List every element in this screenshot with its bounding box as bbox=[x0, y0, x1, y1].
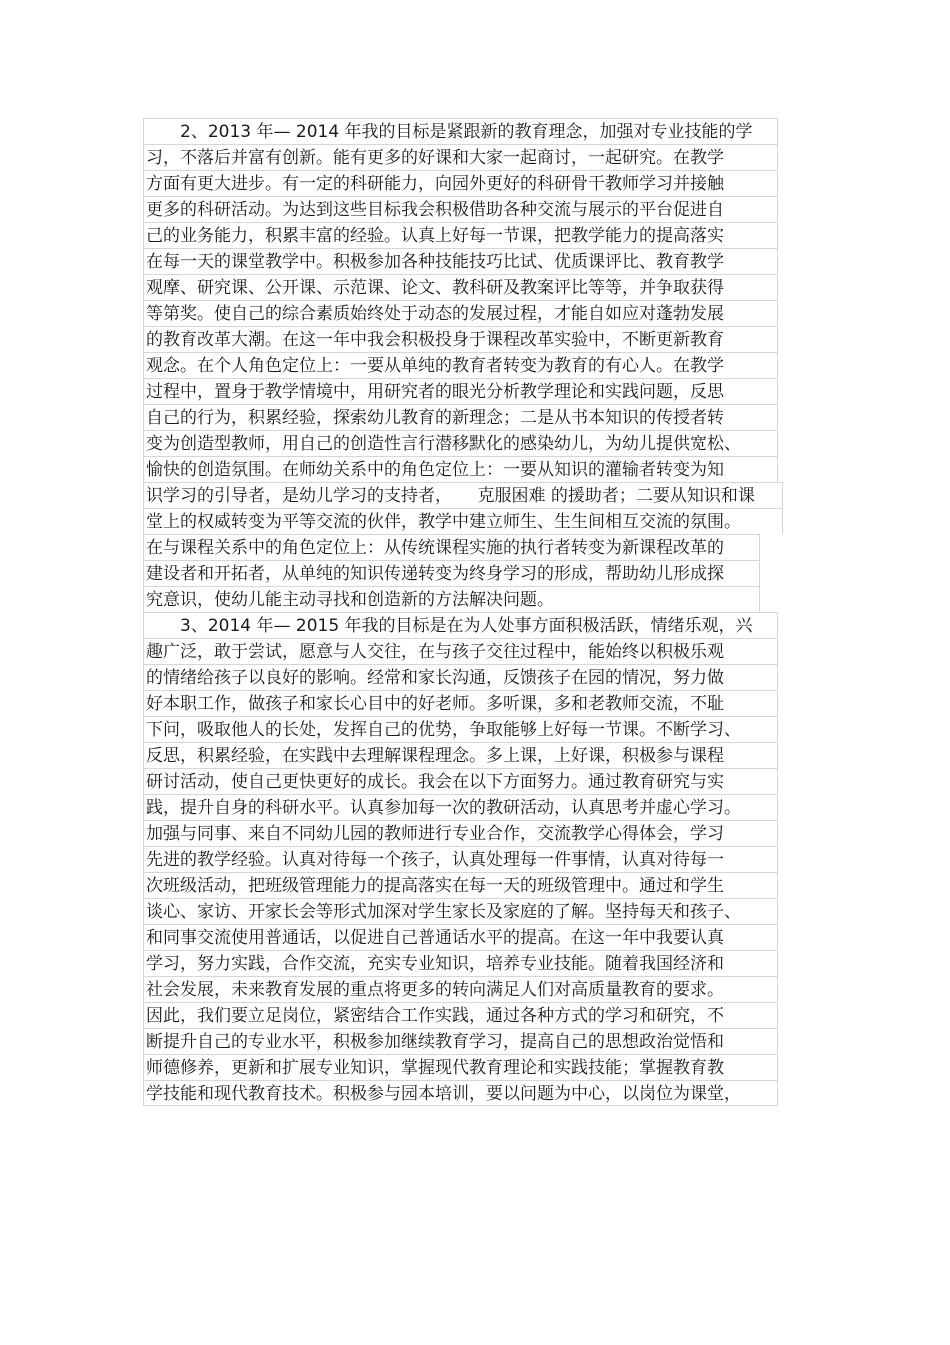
text-line: 师德修养，更新和扩展专业知识，掌握现代教育理论和实践技能；掌握教育教 bbox=[143, 1054, 778, 1080]
text-line: 自己的行为，积累经验，探索幼儿教育的新理念；二是从书本知识的传授者转 bbox=[143, 404, 778, 430]
text-line: 3、2014 年— 2015 年我的目标是在为人处事方面积极活跃，情绪乐观，兴 bbox=[143, 612, 778, 638]
text-line: 的情绪给孩子以良好的影响。经常和家长沟通，反馈孩子在园的情况，努力做 bbox=[143, 664, 778, 690]
text-line: 愉快的创造氛围。在师幼关系中的角色定位上：一要从知识的灌输者转变为知 bbox=[143, 456, 778, 482]
text-line: 究意识，使幼儿能主动寻找和创造新的方法解决问题。 bbox=[143, 586, 760, 612]
text-line: 次班级活动，把班级管理能力的提高落实在每一天的班级管理中。通过和学生 bbox=[143, 872, 778, 898]
text-line: 更多的科研活动。为达到这些目标我会积极借助各种交流与展示的平台促进自 bbox=[143, 196, 778, 222]
text-line: 过程中，置身于教学情境中，用研究者的眼光分析教学理论和实践问题，反思 bbox=[143, 378, 778, 404]
text-line: 学技能和现代教育技术。积极参与园本培训，要以问题为中心，以岗位为课堂， bbox=[143, 1080, 778, 1106]
text-line: 习，不落后并富有创新。能有更多的好课和大家一起商讨，一起研究。在教学 bbox=[143, 144, 778, 170]
text-line: 2、2013 年— 2014 年我的目标是紧跟新的教育理念，加强对专业技能的学 bbox=[143, 118, 778, 144]
text-line: 反思，积累经验，在实践中去理解课程理念。多上课，上好课，积极参与课程 bbox=[143, 742, 778, 768]
text-line: 谈心、家访、开家长会等形式加深对学生家长及家庭的了解。坚持每天和孩子、 bbox=[143, 898, 778, 924]
text-line: 学习，努力实践，合作交流，充实专业知识，培养专业技能。随着我国经济和 bbox=[143, 950, 778, 976]
text-line: 堂上的权威转变为平等交流的伙伴，教学中建立师生、生生间相互交流的氛围。 bbox=[143, 508, 783, 534]
text-line: 变为创造型教师，用自己的创造性言行潜移默化的感染幼儿，为幼儿提供宽松、 bbox=[143, 430, 778, 456]
text-line: 己的业务能力，积累丰富的经验。认真上好每一节课，把教学能力的提高落实 bbox=[143, 222, 778, 248]
text-line: 建设者和开拓者，从单纯的知识传递转变为终身学习的形成，帮助幼儿形成探 bbox=[143, 560, 760, 586]
text-line: 践，提升自身的科研水平。认真参加每一次的教研活动，认真思考并虚心学习。 bbox=[143, 794, 778, 820]
body-text bbox=[143, 118, 783, 1106]
text-line: 的教育改革大潮。在这一年中我会积极投身于课程改革实验中，不断更新教育 bbox=[143, 326, 778, 352]
text-line: 观摩、研究课、公开课、示范课、论文、教科研及教案评比等等，并争取获得 bbox=[143, 274, 778, 300]
text-line: 识学习的引导者，是幼儿学习的支持者， 克服困难 的援助者；二要从知识和课 bbox=[143, 482, 783, 508]
text-line: 断提升自己的专业水平，积极参加继续教育学习，提高自己的思想政治觉悟和 bbox=[143, 1028, 778, 1054]
text-line: 在每一天的课堂教学中。积极参加各种技能技巧比试、优质课评比、教育教学 bbox=[143, 248, 778, 274]
text-line: 等第奖。使自己的综合素质始终处于动态的发展过程，才能自如应对蓬勃发展 bbox=[143, 300, 778, 326]
text-line: 好本职工作，做孩子和家长心目中的好老师。多听课，多和老教师交流，不耻 bbox=[143, 690, 778, 716]
text-line: 研讨活动，使自己更快更好的成长。我会在以下方面努力。通过教育研究与实 bbox=[143, 768, 778, 794]
text-line: 和同事交流使用普通话，以促进自己普通话水平的提高。在这一年中我要认真 bbox=[143, 924, 778, 950]
text-line: 在与课程关系中的角色定位上：从传统课程实施的执行者转变为新课程改革的 bbox=[143, 534, 760, 560]
text-line: 加强与同事、来自不同幼儿园的教师进行专业合作，交流教学心得体会，学习 bbox=[143, 820, 778, 846]
text-line: 社会发展，未来教育发展的重点将更多的转向满足人们对高质量教育的要求。 bbox=[143, 976, 778, 1002]
text-line: 下问，吸取他人的长处，发挥自己的优势，争取能够上好每一节课。不断学习、 bbox=[143, 716, 778, 742]
text-line: 方面有更大进步。有一定的科研能力，向园外更好的科研骨干教师学习并接触 bbox=[143, 170, 778, 196]
text-line: 观念。在个人角色定位上：一要从单纯的教育者转变为教育的有心人。在教学 bbox=[143, 352, 778, 378]
text-line: 趣广泛，敢于尝试，愿意与人交往，在与孩子交往过程中，能始终以积极乐观 bbox=[143, 638, 778, 664]
text-line: 因此，我们要立足岗位，紧密结合工作实践，通过各种方式的学习和研究，不 bbox=[143, 1002, 778, 1028]
text-line: 先进的教学经验。认真对待每一个孩子，认真处理每一件事情，认真对待每一 bbox=[143, 846, 778, 872]
